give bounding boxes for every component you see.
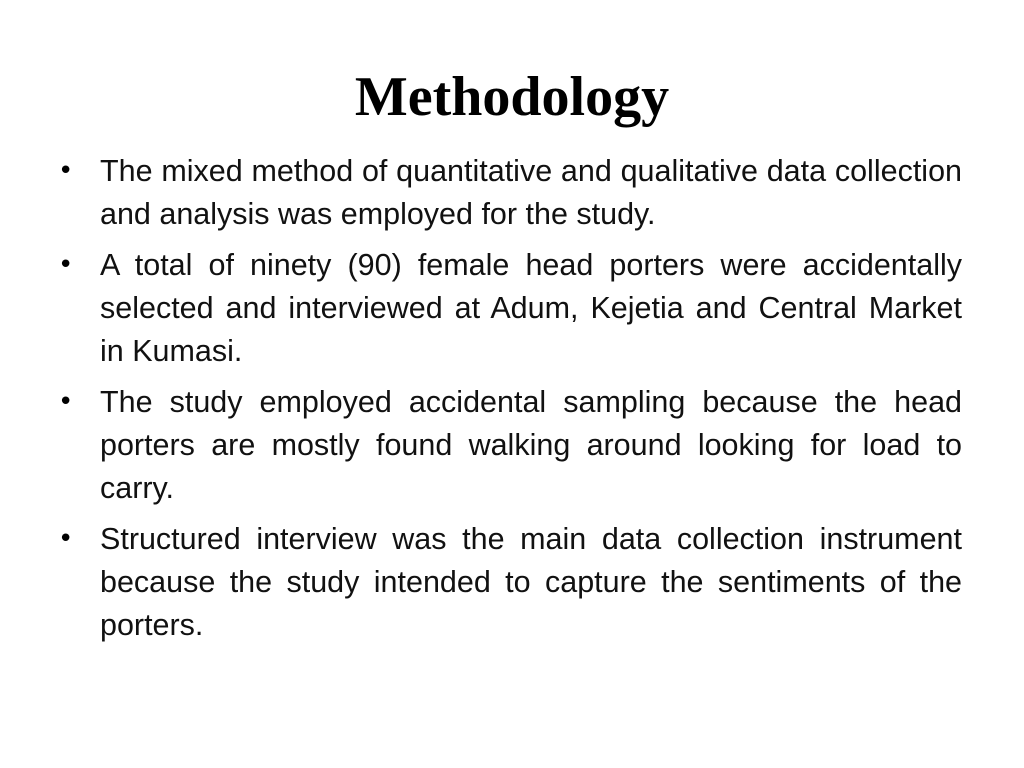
- bullet-item-mixed-method: [58, 150, 962, 236]
- bullet-text: The mixed method of quantitative and qualitative data collection and analysis was employed for the study.: [100, 154, 962, 231]
- bullet-text: The study employed accidental sampling because the head porters are mostly found walking around looking for load to carry.: [100, 385, 962, 505]
- bullet-text: Structured interview was the main data collection instrument because the study intended to capture the sentiments of the porters.: [100, 522, 962, 642]
- bullet-text: A total of ninety (90) female head porters were accidentally selected and interviewed at Adum, Kejetia and Central Market in Kumasi.: [100, 248, 962, 368]
- bullet-list: [58, 150, 962, 655]
- bullet-item-sample: [58, 244, 962, 373]
- bullet-item-instrument: [58, 518, 962, 647]
- bullet-marker: •: [58, 387, 74, 417]
- bullet-marker: •: [58, 524, 74, 554]
- bullet-marker: •: [58, 156, 74, 186]
- slide-title: Methodology: [354, 66, 670, 128]
- bullet-item-sampling: [58, 381, 962, 510]
- bullet-marker: •: [58, 250, 74, 280]
